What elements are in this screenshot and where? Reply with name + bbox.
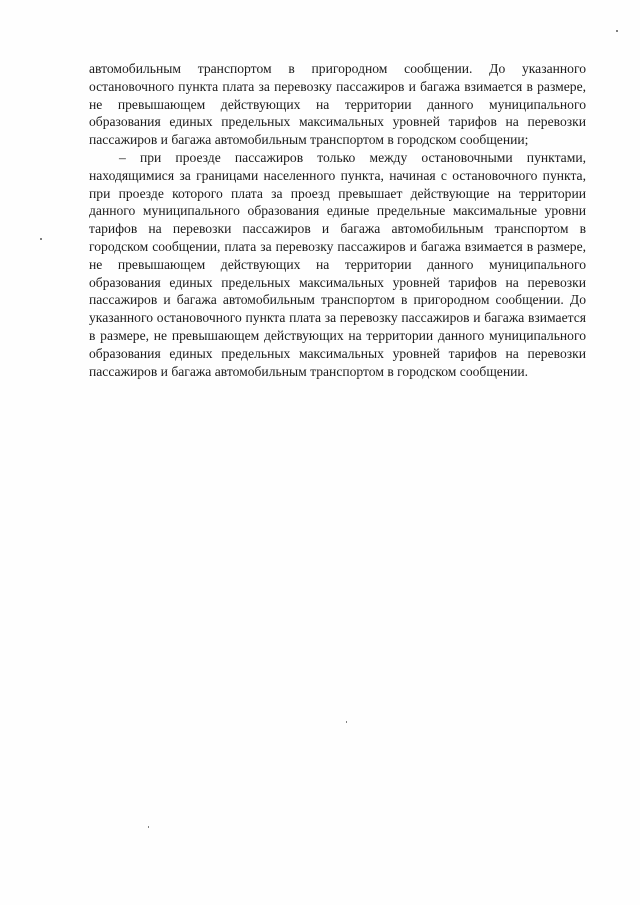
scan-speck [346, 721, 347, 723]
paragraph-fare-rule: – при проезде пассажиров только между остановочными пунктами, находящимися за границами населенного пункта, начиная с остановочного пункта, при проезде которого плата за проезд превышает действующие на территории данного муниципального образования единые предельные максимальные уровни тарифов на перевозки пассажиров и багажа автомобильным транспортом в городском сообщении, плата за перевозку пассажиров и багажа взимается в размере, не превышающем действующих на территории данного муниципального образования единых предельных максимальных уровней тарифов на перевозки пассажиров и багажа автомобильным транспортом в пригородном сообщении. До указанного остановочного пункта плата за перевозку пассажиров и багажа взимается в размере, не превышающем действующих на территории данного муниципального образования единых предельных максимальных уровней тарифов на перевозки пассажиров и багажа автомобильным транспортом в городском сообщении. [89, 149, 586, 379]
document-body [89, 60, 586, 380]
scan-speck [40, 238, 42, 240]
scan-speck [148, 826, 149, 828]
paragraph-continuation: автомобильным транспортом в пригородном сообщении. До указанного остановочного пункта плата за перевозку пассажиров и багажа взимается в размере, не превышающем действующих на территории данного муниципального образования единых предельных максимальных уровней тарифов на перевозки пассажиров и багажа автомобильным транспортом в городском сообщении; [89, 61, 586, 148]
scan-speck [616, 30, 618, 32]
